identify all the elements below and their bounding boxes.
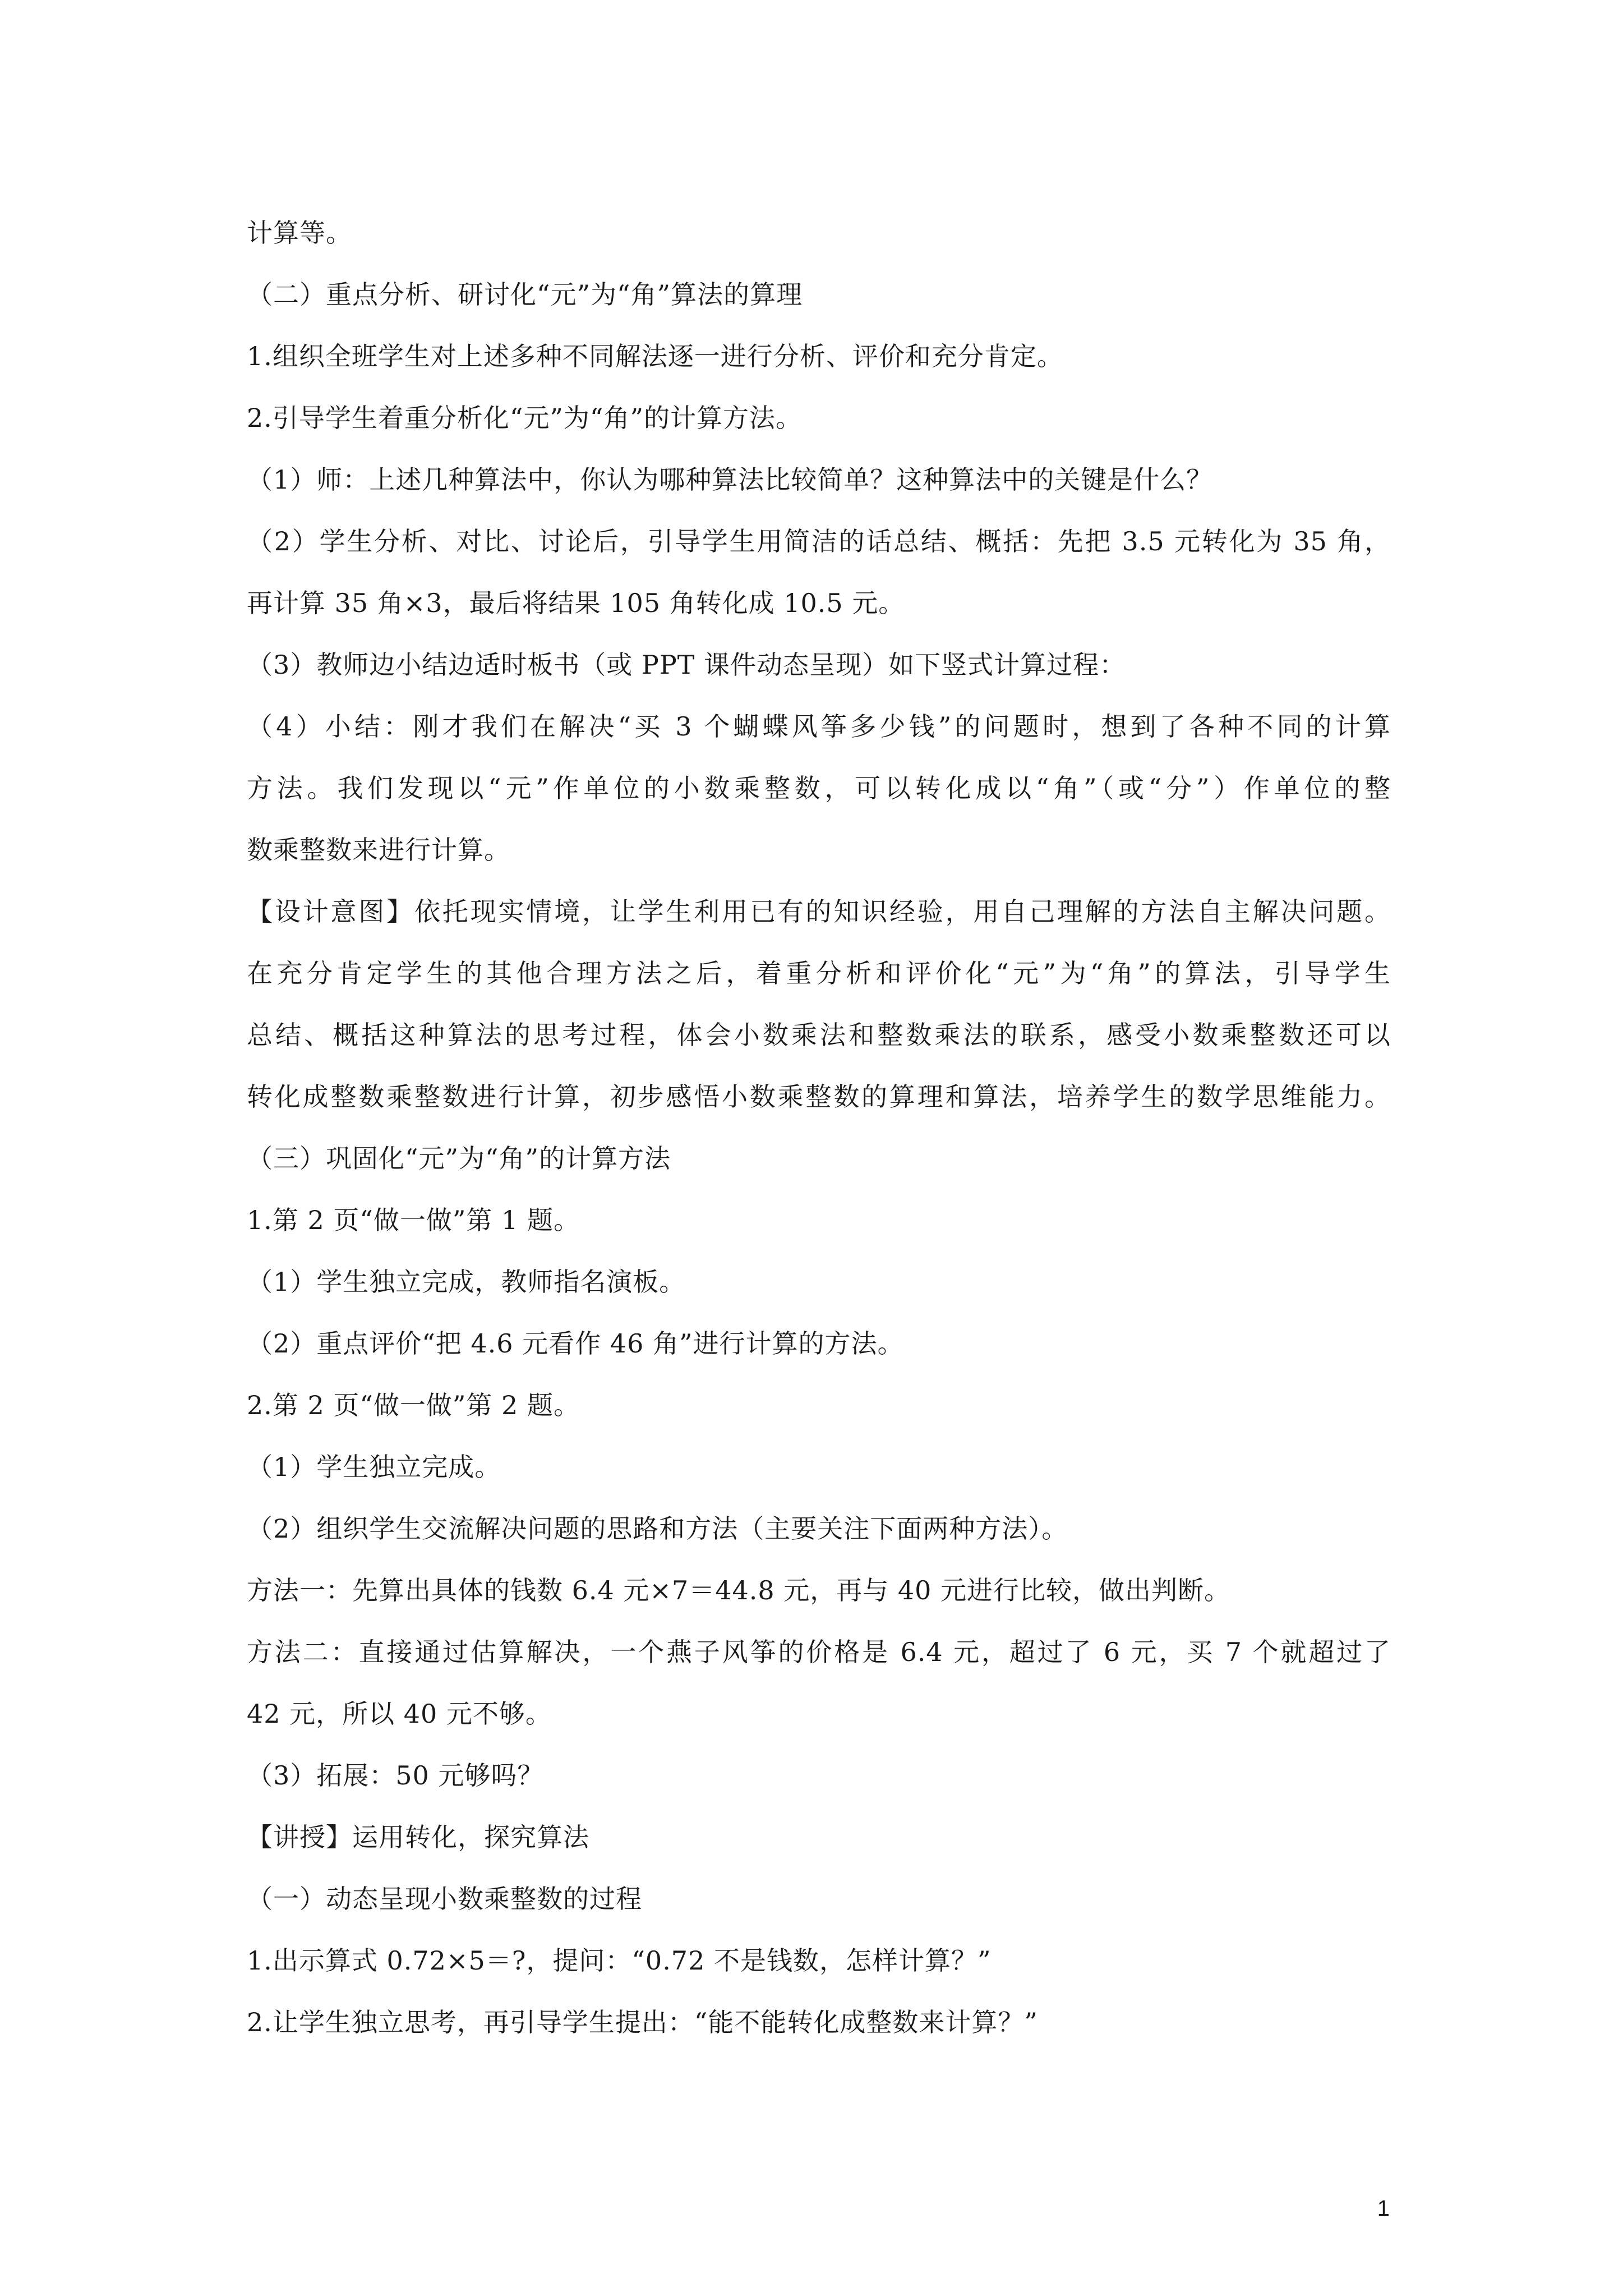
- document-body: [247, 202, 1391, 2053]
- text-line: （3）教师边小结边适时板书（或 PPT 课件动态呈现）如下竖式计算过程：: [247, 650, 1126, 680]
- text-line: （3）拓展：50 元够吗？: [247, 1760, 544, 1791]
- text-line: 1.第 2 页“做一做”第 1 题。: [247, 1205, 580, 1235]
- text-line: 方法一：先算出具体的钱数 6.4 元×7＝44.8 元，再与 40 元进行比较，做出判断。: [247, 1575, 1231, 1605]
- text-line: （2）组织学生交流解决问题的思路和方法（主要关注下面两种方法）。: [247, 1513, 1068, 1544]
- text-line: 2.让学生独立思考，再引导学生提出：“能不能转化成整数来计算？”: [247, 2007, 1038, 2037]
- text-line: 再计算 35 角×3，最后将结果 105 角转化成 10.5 元。: [247, 588, 905, 618]
- text-line: 数乘整数来进行计算。: [247, 835, 510, 865]
- design-intent-line: 【设计意图】依托现实情境，让学生利用已有的知识经验，用自己理解的方法自主解决问题。: [247, 896, 1391, 927]
- text-line: （2）学生分析、对比、讨论后，引导学生用简洁的话总结、概括：先把 3.5 元转化为 35 角，: [247, 526, 1391, 556]
- text-line: （1）学生独立完成。: [247, 1452, 501, 1482]
- design-intent-line: 转化成整数乘整数进行计算，初步感悟小数乘整数的算理和算法，培养学生的数学思维能力。: [247, 1082, 1391, 1112]
- text-line: （1）学生独立完成，教师指名演板。: [247, 1267, 686, 1297]
- text-line: 1.组织全班学生对上述多种不同解法逐一进行分析、评价和充分肯定。: [247, 341, 1063, 371]
- text-line: 计算等。: [247, 218, 352, 248]
- text-line: （4）小结：刚才我们在解决“买 3 个蝴蝶风筝多少钱”的问题时，想到了各种不同的计算: [247, 711, 1391, 742]
- design-intent-line: 总结、概括这种算法的思考过程，体会小数乘法和整数乘法的联系，感受小数乘整数还可以: [247, 1020, 1391, 1050]
- text-line: 方法。我们发现以“元”作单位的小数乘整数，可以转化成以“角”（或“分”）作单位的整: [247, 773, 1391, 803]
- section-heading: 【讲授】运用转化，探究算法: [247, 1822, 589, 1852]
- text-line: 2.第 2 页“做一做”第 2 题。: [247, 1390, 580, 1420]
- text-line: 2.引导学生着重分析化“元”为“角”的计算方法。: [247, 403, 802, 433]
- section-heading: （三）巩固化“元”为“角”的计算方法: [247, 1143, 671, 1174]
- text-line: 1.出示算式 0.72×5＝?，提问：“0.72 不是钱数，怎样计算？”: [247, 1945, 992, 1976]
- text-line: 42 元，所以 40 元不够。: [247, 1699, 552, 1729]
- page-number: 1: [1377, 2196, 1390, 2221]
- text-line: （2）重点评价“把 4.6 元看作 46 角”进行计算的方法。: [247, 1328, 904, 1359]
- section-heading: （二）重点分析、研讨化“元”为“角”算法的算理: [247, 279, 803, 310]
- design-intent-line: 在充分肯定学生的其他合理方法之后，着重分析和评价化“元”为“角”的算法，引导学生: [247, 958, 1391, 988]
- text-line: （1）师：上述几种算法中，你认为哪种算法比较简单？这种算法中的关键是什么？: [247, 464, 1213, 495]
- text-line: 方法二：直接通过估算解决，一个燕子风筝的价格是 6.4 元，超过了 6 元，买 7 个就超过了: [247, 1637, 1391, 1667]
- section-heading: （一）动态呈现小数乘整数的过程: [247, 1884, 642, 1914]
